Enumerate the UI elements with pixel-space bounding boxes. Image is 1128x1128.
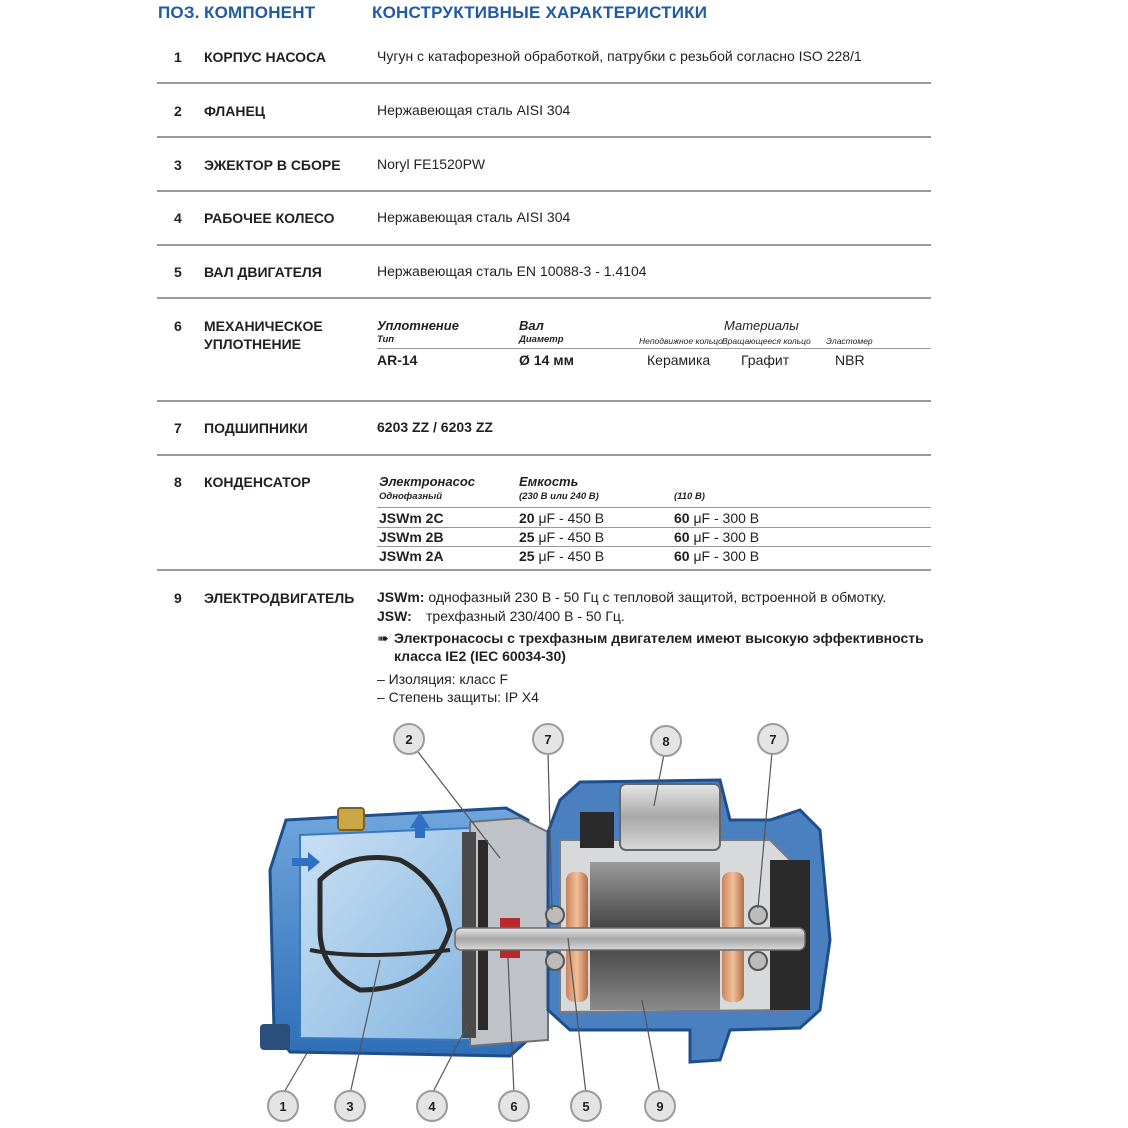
callout-4: [417, 1091, 447, 1121]
capacitor-capacity-header: Емкость: [519, 474, 579, 489]
capacitor-230v-unit: μF - 450 В: [534, 548, 605, 564]
capacitor-230v-unit: μF - 450 В: [534, 510, 605, 526]
callout-5: [571, 1091, 601, 1121]
row-1-value: Чугун с катафорезной обработкой, патрубки с резьбой согласно ISO 228/1: [377, 48, 862, 64]
row-2-num: 2: [174, 103, 182, 119]
motor-efficiency-note-line1: Электронасосы с трехфазным двигателем имеют высокую эффективность: [394, 630, 924, 646]
seal-material-rotating-ring: Графит: [741, 352, 790, 368]
capacitor-230v-unit: μF - 450 В: [534, 529, 605, 545]
row-9-name: ЭЛЕКТРОДВИГАТЕЛЬ: [204, 590, 355, 606]
row-6-name-line2: УПЛОТНЕНИЕ: [204, 336, 301, 352]
capacitor-110v-subheader: (110 В): [674, 491, 705, 502]
row-7-num: 7: [174, 420, 182, 436]
capacitor-230v-subheader: (230 В или 240 В): [519, 491, 599, 502]
callout-6: [499, 1091, 529, 1121]
svg-text:8: 8: [662, 734, 670, 749]
capacitor-110v-number: 60: [674, 529, 690, 545]
seal-diameter-subheader: Диаметр: [519, 334, 564, 345]
seal-material-rotating-ring-subheader: Вращающееся кольцо: [722, 336, 811, 346]
callout-7-right: [758, 724, 788, 754]
capacitor-110v-unit: μF - 300 В: [689, 548, 760, 564]
row-5-value: Нержавеющая сталь EN 10088-3 - 1.4104: [377, 263, 647, 279]
row-4-value: Нержавеющая сталь AISI 304: [377, 209, 571, 225]
seal-type-header: Уплотнение: [377, 318, 459, 333]
motor-jswm-text: однофазный 230 В - 50 Гц с тепловой защитой, встроенной в обмотку.: [424, 589, 887, 605]
motor-protection: – Степень защиты: IP X4: [377, 689, 539, 705]
seal-material-fixed-ring: Керамика: [647, 352, 711, 368]
seal-materials-header: Материалы: [724, 318, 799, 333]
row-5-name: ВАЛ ДВИГАТЕЛЯ: [204, 264, 322, 280]
motor-efficiency-note-line2: класса IE2 (IEC 60034-30): [394, 648, 566, 664]
motor-insulation: – Изоляция: класс F: [377, 671, 509, 687]
capacitor-model: JSWm 2C: [379, 510, 444, 526]
header-characteristics: КОНСТРУКТИВНЫЕ ХАРАКТЕРИСТИКИ: [372, 3, 708, 22]
row-2-value: Нержавеющая сталь AISI 304: [377, 102, 571, 118]
row-3-value: Noryl FE1520PW: [377, 156, 486, 172]
capacitor-model: JSWm 2B: [379, 529, 444, 545]
capacitor-110v-unit: μF - 300 В: [689, 529, 760, 545]
seal-material-fixed-ring-subheader: Неподвижное кольцо: [639, 336, 723, 346]
row-1-num: 1: [174, 49, 182, 65]
callout-7-left: [533, 724, 563, 754]
capacitor-230v-number: 25: [519, 529, 535, 545]
row-7-value: 6203 ZZ / 6203 ZZ: [377, 419, 493, 435]
row-6-num: 6: [174, 318, 182, 334]
row-8-num: 8: [174, 474, 182, 490]
seal-material-elastomer-subheader: Эластомер: [826, 336, 873, 346]
svg-text:5: 5: [582, 1099, 590, 1114]
capacitor-230v-number: 25: [519, 548, 535, 564]
row-8-name: КОНДЕНСАТОР: [204, 474, 311, 490]
header-pos: ПОЗ.: [158, 3, 200, 22]
capacitor-230v-number: 20: [519, 510, 535, 526]
motor-jsw-text: трехфазный 230/400 В - 50 Гц.: [426, 608, 625, 624]
arrow-icon: ➠: [377, 630, 389, 646]
seal-type-subheader: Тип: [377, 334, 395, 345]
svg-text:6: 6: [510, 1099, 518, 1114]
callout-9: [645, 1091, 675, 1121]
capacitor-pump-subheader: Однофазный: [379, 491, 442, 502]
svg-text:9: 9: [656, 1099, 664, 1114]
motor-jswm-label: JSWm:: [377, 589, 425, 605]
row-4-name: РАБОЧЕЕ КОЛЕСО: [204, 210, 335, 226]
row-3-num: 3: [174, 157, 182, 173]
row-1-name: КОРПУС НАСОСА: [204, 49, 326, 65]
row-5-num: 5: [174, 264, 182, 280]
callout-3: [335, 1091, 365, 1121]
row-7-name: ПОДШИПНИКИ: [204, 420, 308, 436]
callout-8: [651, 726, 681, 756]
row-2-name: ФЛАНЕЦ: [204, 103, 266, 119]
svg-text:2: 2: [405, 732, 413, 747]
seal-diameter-value: Ø 14 мм: [519, 352, 574, 368]
row-3-name: ЭЖЕКТОР В СБОРЕ: [204, 157, 341, 173]
capacitor-model: JSWm 2A: [379, 548, 444, 564]
svg-text:7: 7: [544, 732, 552, 747]
row-6-name-line1: МЕХАНИЧЕСКОЕ: [204, 318, 323, 334]
seal-shaft-header: Вал: [519, 318, 544, 333]
capacitor-110v-number: 60: [674, 510, 690, 526]
seal-material-elastomer: NBR: [835, 352, 865, 368]
header-component: КОМПОНЕНТ: [204, 3, 316, 22]
row-4-num: 4: [174, 210, 182, 226]
motor-jsw-label: JSW:: [377, 608, 412, 624]
row-9-num: 9: [174, 590, 182, 606]
svg-text:1: 1: [279, 1099, 287, 1114]
svg-text:3: 3: [346, 1099, 354, 1114]
svg-text:4: 4: [428, 1099, 436, 1114]
callout-2-top: [394, 724, 424, 754]
capacitor-110v-unit: μF - 300 В: [689, 510, 760, 526]
svg-text:7: 7: [769, 732, 777, 747]
capacitor-pump-header: Электронасос: [379, 474, 476, 489]
capacitor-110v-number: 60: [674, 548, 690, 564]
seal-type-value: AR-14: [377, 352, 418, 368]
callout-1: [268, 1091, 298, 1121]
